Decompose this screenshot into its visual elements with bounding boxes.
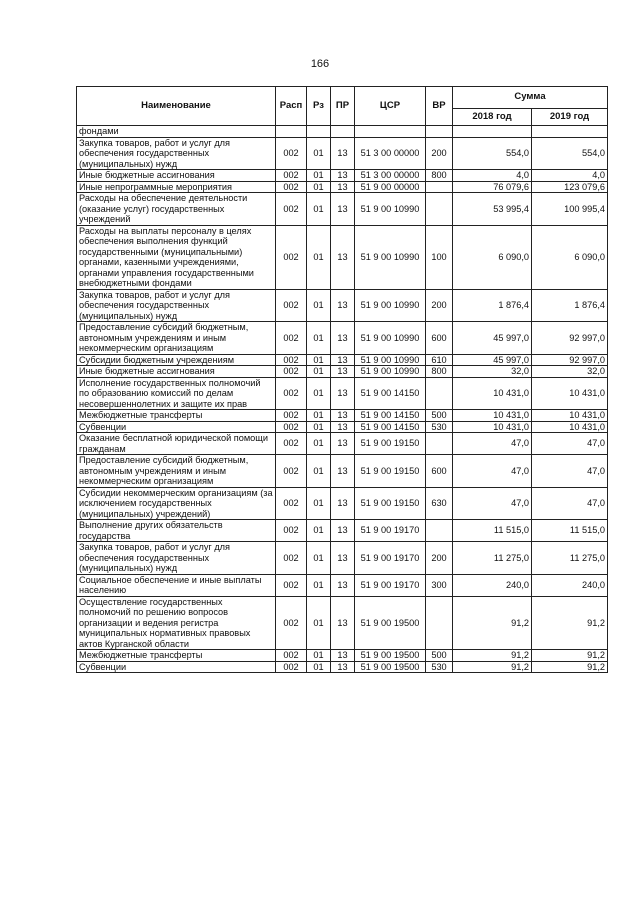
cell-2018: 10 431,0 xyxy=(453,410,532,422)
table-row xyxy=(77,193,608,226)
cell-2019: 240,0 xyxy=(532,574,608,596)
cell-2018: 91,2 xyxy=(453,596,532,650)
table-row xyxy=(77,596,608,650)
cell-rasp: 002 xyxy=(276,520,307,542)
table-row xyxy=(77,661,608,673)
cell-2019: 91,2 xyxy=(532,650,608,662)
cell-2019: 47,0 xyxy=(532,455,608,488)
cell-csr: 51 9 00 10990 xyxy=(355,354,426,366)
cell-name: Осуществление государственных полномочий по решению вопросов организации и ведения регистра муниципальных нормативных правовых актов Курганской области xyxy=(77,596,276,650)
cell-rz: 01 xyxy=(307,455,331,488)
cell-2018: 6 090,0 xyxy=(453,225,532,289)
cell-csr: 51 9 00 10990 xyxy=(355,289,426,322)
cell-vr xyxy=(426,520,453,542)
cell-name: Исполнение государственных полномочий по образованию комиссий по делам несовершеннолетних и защите их прав xyxy=(77,377,276,410)
cell-csr: 51 9 00 19150 xyxy=(355,487,426,520)
cell-name: Расходы на обеспечение деятельности (оказание услуг) государственных учреждений xyxy=(77,193,276,226)
cell-rasp: 002 xyxy=(276,225,307,289)
table-row xyxy=(77,126,608,138)
cell-2018 xyxy=(453,126,532,138)
cell-vr xyxy=(426,126,453,138)
cell-pr: 13 xyxy=(331,433,355,455)
cell-name: Субсидии бюджетным учреждениям xyxy=(77,354,276,366)
cell-vr: 800 xyxy=(426,170,453,182)
cell-csr: 51 9 00 14150 xyxy=(355,410,426,422)
table-row xyxy=(77,520,608,542)
cell-name: Межбюджетные трансферты xyxy=(77,410,276,422)
cell-rasp: 002 xyxy=(276,455,307,488)
cell-rasp: 002 xyxy=(276,322,307,355)
cell-rz xyxy=(307,126,331,138)
cell-2018: 10 431,0 xyxy=(453,421,532,433)
cell-pr: 13 xyxy=(331,520,355,542)
cell-rz: 01 xyxy=(307,137,331,170)
header-year-2019: 2019 год xyxy=(532,109,608,126)
cell-name: Межбюджетные трансферты xyxy=(77,650,276,662)
cell-rz: 01 xyxy=(307,289,331,322)
cell-name: Закупка товаров, работ и услуг для обеспечения государственных (муниципальных) нужд xyxy=(77,542,276,575)
cell-rz: 01 xyxy=(307,433,331,455)
cell-vr: 100 xyxy=(426,225,453,289)
cell-2018: 76 079,6 xyxy=(453,181,532,193)
cell-pr: 13 xyxy=(331,650,355,662)
cell-2019: 91,2 xyxy=(532,661,608,673)
cell-vr: 300 xyxy=(426,574,453,596)
cell-csr: 51 9 00 14150 xyxy=(355,421,426,433)
header-csr: ЦСР xyxy=(355,87,426,126)
cell-name: Иные непрограммные мероприятия xyxy=(77,181,276,193)
cell-vr: 200 xyxy=(426,542,453,575)
cell-rz: 01 xyxy=(307,650,331,662)
header-rz: Рз xyxy=(307,87,331,126)
cell-rasp: 002 xyxy=(276,433,307,455)
cell-2019: 1 876,4 xyxy=(532,289,608,322)
cell-pr: 13 xyxy=(331,193,355,226)
cell-pr: 13 xyxy=(331,377,355,410)
cell-2018: 45 997,0 xyxy=(453,322,532,355)
table-row xyxy=(77,354,608,366)
cell-rz: 01 xyxy=(307,520,331,542)
cell-2018: 53 995,4 xyxy=(453,193,532,226)
cell-2018: 554,0 xyxy=(453,137,532,170)
cell-vr: 630 xyxy=(426,487,453,520)
cell-rasp: 002 xyxy=(276,366,307,378)
cell-2019: 10 431,0 xyxy=(532,410,608,422)
cell-name: Иные бюджетные ассигнования xyxy=(77,170,276,182)
cell-rasp: 002 xyxy=(276,574,307,596)
cell-rasp: 002 xyxy=(276,193,307,226)
cell-2019: 47,0 xyxy=(532,433,608,455)
cell-rasp: 002 xyxy=(276,170,307,182)
cell-2019: 100 995,4 xyxy=(532,193,608,226)
cell-rz: 01 xyxy=(307,596,331,650)
cell-rz: 01 xyxy=(307,410,331,422)
cell-name: фондами xyxy=(77,126,276,138)
cell-2019: 11 515,0 xyxy=(532,520,608,542)
cell-vr: 200 xyxy=(426,289,453,322)
cell-rasp: 002 xyxy=(276,289,307,322)
cell-csr: 51 9 00 19170 xyxy=(355,574,426,596)
cell-2019: 92 997,0 xyxy=(532,322,608,355)
cell-csr: 51 3 00 00000 xyxy=(355,170,426,182)
cell-rz: 01 xyxy=(307,225,331,289)
cell-name: Выполнение других обязательств государства xyxy=(77,520,276,542)
cell-2019: 10 431,0 xyxy=(532,377,608,410)
cell-csr: 51 9 00 19170 xyxy=(355,542,426,575)
cell-pr: 13 xyxy=(331,137,355,170)
cell-2018: 4,0 xyxy=(453,170,532,182)
cell-vr: 200 xyxy=(426,137,453,170)
table-row xyxy=(77,225,608,289)
header-sum: Сумма xyxy=(453,87,608,109)
header-year-2018: 2018 год xyxy=(453,109,532,126)
cell-csr: 51 3 00 00000 xyxy=(355,137,426,170)
cell-rasp: 002 xyxy=(276,542,307,575)
table-body xyxy=(77,126,608,673)
cell-pr: 13 xyxy=(331,366,355,378)
cell-vr: 500 xyxy=(426,410,453,422)
table-row xyxy=(77,322,608,355)
cell-pr: 13 xyxy=(331,421,355,433)
cell-2019: 91,2 xyxy=(532,596,608,650)
cell-vr: 610 xyxy=(426,354,453,366)
cell-2019: 6 090,0 xyxy=(532,225,608,289)
cell-2019: 4,0 xyxy=(532,170,608,182)
cell-csr: 51 9 00 10990 xyxy=(355,366,426,378)
cell-rz: 01 xyxy=(307,574,331,596)
cell-csr: 51 9 00 19170 xyxy=(355,520,426,542)
cell-vr: 600 xyxy=(426,455,453,488)
cell-rasp: 002 xyxy=(276,137,307,170)
cell-csr: 51 9 00 19500 xyxy=(355,596,426,650)
cell-pr: 13 xyxy=(331,170,355,182)
cell-2018: 47,0 xyxy=(453,433,532,455)
cell-pr: 13 xyxy=(331,661,355,673)
cell-2018: 11 515,0 xyxy=(453,520,532,542)
cell-rasp: 002 xyxy=(276,421,307,433)
cell-vr: 500 xyxy=(426,650,453,662)
cell-name: Предоставление субсидий бюджетным, автономным учреждениям и иным некоммерческим организациям xyxy=(77,455,276,488)
cell-pr: 13 xyxy=(331,225,355,289)
cell-csr: 51 9 00 14150 xyxy=(355,377,426,410)
table-row xyxy=(77,455,608,488)
cell-pr: 13 xyxy=(331,410,355,422)
cell-name: Предоставление субсидий бюджетным, автономным учреждениям и иным некоммерческим организациям xyxy=(77,322,276,355)
cell-name: Иные бюджетные ассигнования xyxy=(77,366,276,378)
cell-rz: 01 xyxy=(307,193,331,226)
page-number: 166 xyxy=(310,58,330,70)
cell-rasp: 002 xyxy=(276,377,307,410)
cell-pr: 13 xyxy=(331,354,355,366)
cell-name: Закупка товаров, работ и услуг для обеспечения государственных (муниципальных) нужд xyxy=(77,137,276,170)
cell-rz: 01 xyxy=(307,542,331,575)
table-row xyxy=(77,421,608,433)
cell-2019: 10 431,0 xyxy=(532,421,608,433)
header-vr: ВР xyxy=(426,87,453,126)
table-row xyxy=(77,574,608,596)
cell-name: Социальное обеспечение и иные выплаты населению xyxy=(77,574,276,596)
cell-2019: 92 997,0 xyxy=(532,354,608,366)
cell-2018: 32,0 xyxy=(453,366,532,378)
cell-2019: 32,0 xyxy=(532,366,608,378)
cell-vr xyxy=(426,377,453,410)
cell-rasp: 002 xyxy=(276,181,307,193)
cell-pr: 13 xyxy=(331,289,355,322)
cell-csr: 51 9 00 10990 xyxy=(355,193,426,226)
cell-rasp: 002 xyxy=(276,354,307,366)
cell-vr xyxy=(426,181,453,193)
cell-2018: 1 876,4 xyxy=(453,289,532,322)
cell-rasp: 002 xyxy=(276,650,307,662)
table-row xyxy=(77,410,608,422)
cell-rz: 01 xyxy=(307,487,331,520)
cell-name: Субвенции xyxy=(77,421,276,433)
table-row xyxy=(77,181,608,193)
cell-csr: 51 9 00 10990 xyxy=(355,225,426,289)
cell-name: Субсидии некоммерческим организациям (за исключением государственных (муниципальных) учреждений) xyxy=(77,487,276,520)
header-pr: ПР xyxy=(331,87,355,126)
table-row xyxy=(77,377,608,410)
cell-2018: 11 275,0 xyxy=(453,542,532,575)
table-row xyxy=(77,366,608,378)
cell-vr: 800 xyxy=(426,366,453,378)
cell-rasp: 002 xyxy=(276,410,307,422)
cell-csr: 51 9 00 10990 xyxy=(355,322,426,355)
cell-rasp: 002 xyxy=(276,487,307,520)
cell-csr: 51 9 00 19500 xyxy=(355,661,426,673)
header-name: Наименование xyxy=(77,87,276,126)
cell-2019 xyxy=(532,126,608,138)
cell-2018: 91,2 xyxy=(453,661,532,673)
cell-pr xyxy=(331,126,355,138)
cell-rz: 01 xyxy=(307,661,331,673)
cell-pr: 13 xyxy=(331,574,355,596)
table-row xyxy=(77,289,608,322)
cell-pr: 13 xyxy=(331,322,355,355)
table-row xyxy=(77,137,608,170)
cell-rz: 01 xyxy=(307,377,331,410)
cell-vr: 530 xyxy=(426,661,453,673)
table-row xyxy=(77,170,608,182)
cell-vr: 600 xyxy=(426,322,453,355)
cell-2018: 47,0 xyxy=(453,455,532,488)
cell-vr xyxy=(426,596,453,650)
table-row xyxy=(77,542,608,575)
cell-2018: 91,2 xyxy=(453,650,532,662)
cell-2019: 11 275,0 xyxy=(532,542,608,575)
cell-rz: 01 xyxy=(307,181,331,193)
cell-rz: 01 xyxy=(307,421,331,433)
cell-2019: 47,0 xyxy=(532,487,608,520)
cell-vr xyxy=(426,193,453,226)
cell-pr: 13 xyxy=(331,487,355,520)
cell-rz: 01 xyxy=(307,354,331,366)
cell-csr: 51 9 00 19500 xyxy=(355,650,426,662)
cell-name: Расходы на выплаты персоналу в целях обеспечения выполнения функций государственными (муниципальными) органами, казенными учреждениями, органами управления государственными внебюджетными фондами xyxy=(77,225,276,289)
cell-2019: 123 079,6 xyxy=(532,181,608,193)
cell-vr: 530 xyxy=(426,421,453,433)
cell-2019: 554,0 xyxy=(532,137,608,170)
table-row xyxy=(77,433,608,455)
cell-csr: 51 9 00 00000 xyxy=(355,181,426,193)
cell-rz: 01 xyxy=(307,366,331,378)
budget-table xyxy=(76,86,608,673)
cell-2018: 45 997,0 xyxy=(453,354,532,366)
cell-rasp xyxy=(276,126,307,138)
cell-rz: 01 xyxy=(307,170,331,182)
cell-pr: 13 xyxy=(331,181,355,193)
cell-2018: 47,0 xyxy=(453,487,532,520)
table-row xyxy=(77,650,608,662)
cell-vr xyxy=(426,433,453,455)
cell-name: Субвенции xyxy=(77,661,276,673)
cell-2018: 10 431,0 xyxy=(453,377,532,410)
cell-csr xyxy=(355,126,426,138)
cell-name: Оказание бесплатной юридической помощи гражданам xyxy=(77,433,276,455)
cell-csr: 51 9 00 19150 xyxy=(355,433,426,455)
cell-name: Закупка товаров, работ и услуг для обеспечения государственных (муниципальных) нужд xyxy=(77,289,276,322)
header-rasp: Расп xyxy=(276,87,307,126)
cell-pr: 13 xyxy=(331,542,355,575)
cell-pr: 13 xyxy=(331,596,355,650)
cell-pr: 13 xyxy=(331,455,355,488)
cell-rasp: 002 xyxy=(276,596,307,650)
cell-csr: 51 9 00 19150 xyxy=(355,455,426,488)
cell-rasp: 002 xyxy=(276,661,307,673)
table-row xyxy=(77,487,608,520)
cell-2018: 240,0 xyxy=(453,574,532,596)
cell-rz: 01 xyxy=(307,322,331,355)
